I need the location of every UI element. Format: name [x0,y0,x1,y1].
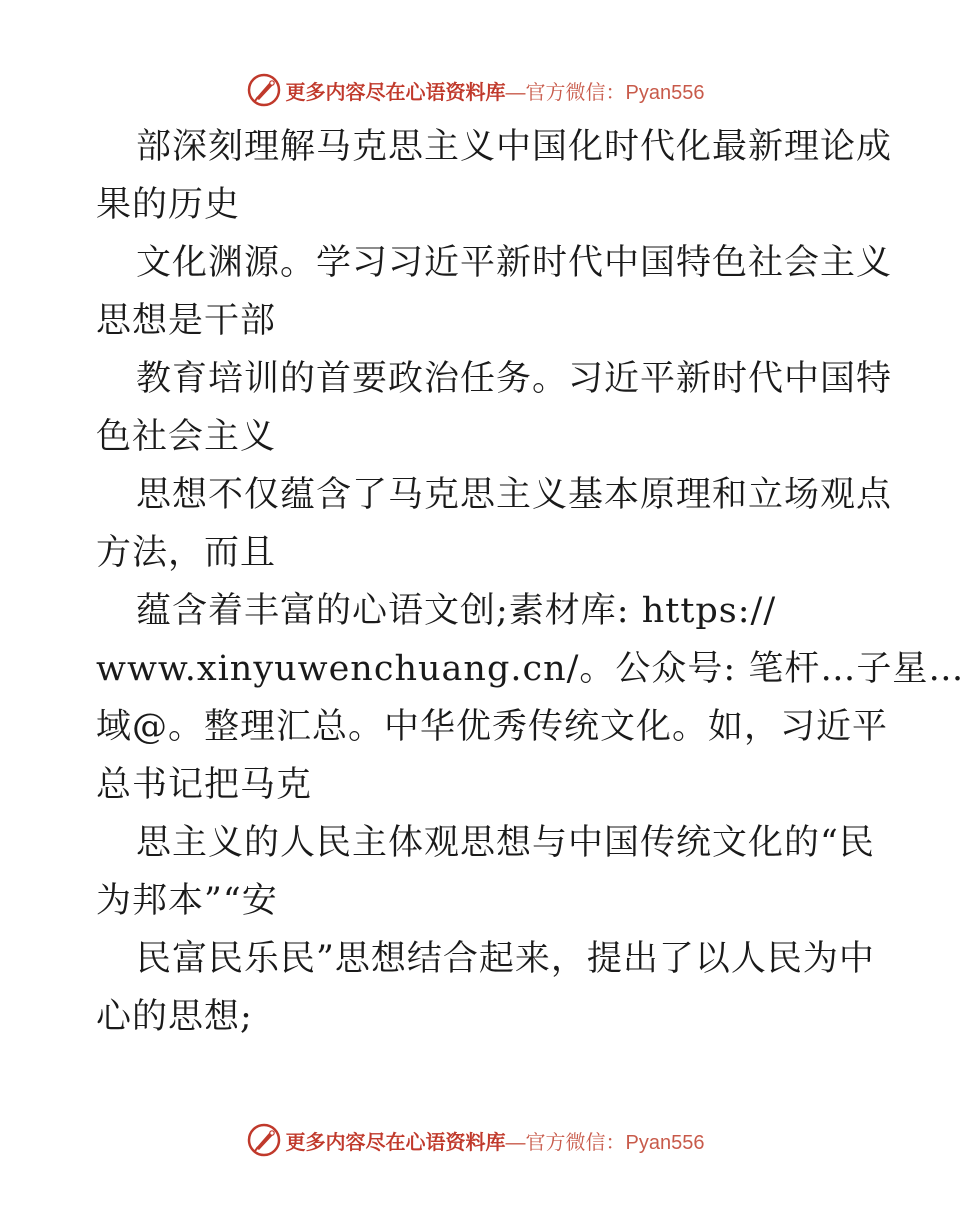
body-line: 方法，而且 [96,533,277,573]
body-line: 部深刻理解马克思主义中国化时代化最新理论成 [136,127,893,167]
banner-main-text: 更多内容尽在心语资料库 [285,79,506,104]
document-body [96,118,964,1046]
body-line: 域@。整理汇总。中华优秀传统文化。如，习近平 [96,707,889,747]
body-line: 思想不仅蕴含了马克思主义基本原理和立场观点 [136,475,893,515]
body-line: www.xinyuwenchuang.cn/。公众号: 笔杆…子星… [96,649,964,689]
body-line: 色社会主义 [96,417,277,457]
body-line: 民富民乐民”思想结合起来，提出了以人民为中 [136,939,875,979]
body-line: 心的思想; [96,997,253,1037]
quill-pen-logo-icon [246,72,282,108]
header-banner [0,70,950,110]
body-line: 文化渊源。学习习近平新时代中国特色社会主义 [136,243,893,283]
body-line: 思主义的人民主体观思想与中国传统文化的“民 [136,823,875,863]
body-line: 思想是干部 [96,301,277,341]
banner-contact-text: —官方微信：Pyan556 [505,1131,705,1154]
quill-pen-logo-icon [246,1122,282,1158]
body-line: 蕴含着丰富的心语文创;素材库: https:// [136,591,777,631]
body-line: 果的历史 [96,185,241,225]
banner-contact-text: —官方微信：Pyan556 [505,81,705,104]
banner-main-text: 更多内容尽在心语资料库 [285,1129,506,1154]
body-line: 总书记把马克 [96,765,313,805]
body-line: 为邦本”“安 [96,881,278,921]
body-line: 教育培训的首要政治任务。习近平新时代中国特 [136,359,893,399]
footer-banner [0,1120,950,1160]
